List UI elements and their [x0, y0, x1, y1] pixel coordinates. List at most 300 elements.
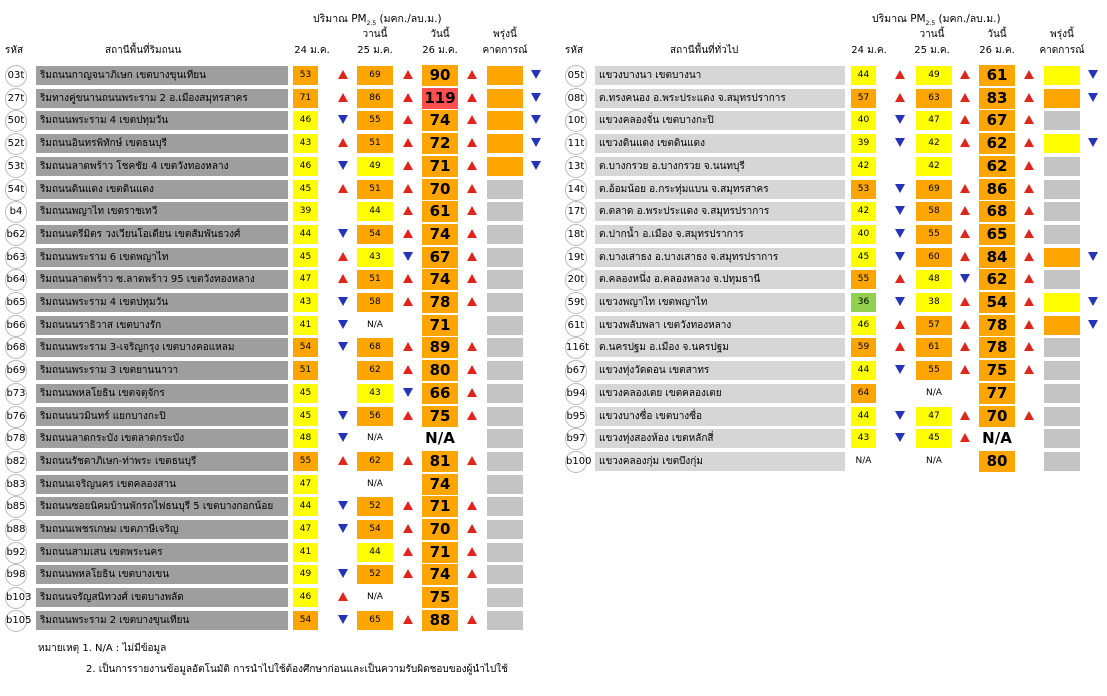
pm-value-24: 57 [851, 89, 876, 108]
table-row [560, 247, 1107, 268]
forecast-cell [1044, 111, 1080, 130]
station-name: ริมถนนพระราม 4 เขตปทุมวัน [36, 293, 288, 312]
forecast-cell [487, 66, 523, 85]
pm-value-24: 64 [851, 384, 876, 403]
pm-value-24: 45 [851, 248, 876, 267]
arrow-up-icon [1024, 320, 1034, 329]
station-code: b63 [5, 247, 27, 269]
table-row [0, 315, 548, 336]
forecast-cell [487, 384, 523, 403]
station-code: 13t [565, 156, 587, 178]
forecast-cell [487, 338, 523, 357]
station-name: ริมถนนพระราม 4 เขตปทุมวัน [36, 111, 288, 130]
table-row [560, 383, 1107, 404]
table-row [560, 156, 1107, 177]
pm-value-25: N/A [926, 387, 942, 398]
arrow-up-icon [467, 184, 477, 193]
pm-value-25: 51 [357, 180, 393, 199]
arrow-up-icon [960, 138, 970, 147]
station-code: b76 [5, 406, 27, 428]
arrow-down-icon [1088, 93, 1098, 102]
pm-value-24: 46 [293, 111, 318, 130]
arrow-up-icon [403, 342, 413, 351]
pm-value-24: 51 [293, 361, 318, 380]
forecast-cell [1044, 270, 1080, 289]
arrow-down-icon [895, 433, 905, 442]
pm-value-25: 57 [916, 316, 952, 335]
forecast-cell [1044, 157, 1080, 176]
forecast-cell [1044, 134, 1080, 153]
pm-value-today: 86 [979, 179, 1015, 200]
table-row [0, 247, 548, 268]
station-code: 03t [5, 65, 27, 87]
pm-value-24: 46 [851, 316, 876, 335]
station-code: b85 [5, 496, 27, 518]
note-line-2: 2. เป็นการรายงานข้อมูลอัตโนมัติ การนำไปใช้ต้องศึกษาก่อนและเป็นความรับผิดชอบของผู้นำไปใช้ [86, 664, 508, 675]
arrow-up-icon [403, 297, 413, 306]
pm-value-25: 60 [916, 248, 952, 267]
arrow-down-icon [403, 388, 413, 397]
station-name: ริมถนนนวมินทร์ แยกบางกะปิ [36, 407, 288, 426]
arrow-down-icon [338, 411, 348, 420]
arrow-down-icon [338, 501, 348, 510]
table-row [0, 474, 548, 495]
station-name: ต.คลองหนึ่ง อ.คลองหลวง จ.ปทุมธานี [595, 270, 845, 289]
arrow-up-icon [403, 524, 413, 533]
pm-value-25: 38 [916, 293, 952, 312]
arrow-up-icon [338, 274, 348, 283]
arrow-down-icon [1088, 138, 1098, 147]
arrow-up-icon [467, 297, 477, 306]
pm-value-today: 74 [422, 269, 458, 290]
header-day3: 26 ม.ค. [422, 45, 458, 56]
arrow-up-icon [960, 184, 970, 193]
pm-value-25: N/A [367, 433, 383, 444]
arrow-up-icon [895, 93, 905, 102]
forecast-cell [1044, 407, 1080, 426]
station-code: b95 [565, 406, 587, 428]
arrow-up-icon [338, 184, 348, 193]
station-name: ต.ทรงคนอง อ.พระประแดง จ.สมุทรปราการ [595, 89, 845, 108]
pm-value-25: 52 [357, 497, 393, 516]
arrow-up-icon [467, 569, 477, 578]
header-yesterday: วานนี้ [362, 29, 388, 40]
forecast-cell [487, 225, 523, 244]
pm-value-today: 70 [422, 519, 458, 540]
pm-value-today: 78 [422, 292, 458, 313]
arrow-up-icon [960, 229, 970, 238]
pm-value-25: 55 [357, 111, 393, 130]
pm-value-25: 49 [357, 157, 393, 176]
arrow-up-icon [1024, 161, 1034, 170]
pm-value-today: 83 [979, 88, 1015, 109]
table-row [0, 406, 548, 427]
pm-value-25: 45 [916, 429, 952, 448]
station-code: b98 [5, 564, 27, 586]
pm-value-24: 48 [293, 429, 318, 448]
station-name: ริมถนนพระราม 6 เขตพญาไท [36, 248, 288, 267]
table-row [0, 269, 548, 290]
pm-value-24: 41 [293, 316, 318, 335]
table-row [560, 88, 1107, 109]
arrow-down-icon [895, 184, 905, 193]
table-row [560, 292, 1107, 313]
pm-value-today: 90 [422, 65, 458, 86]
table-row [560, 133, 1107, 154]
pm-value-today: 61 [422, 201, 458, 222]
station-code: b78 [5, 428, 27, 450]
arrow-up-icon [1024, 115, 1034, 124]
header-tomorrow: พรุ่งนี้ [493, 29, 517, 40]
station-code: 18t [565, 224, 587, 246]
arrow-up-icon [403, 138, 413, 147]
forecast-cell [1044, 384, 1080, 403]
header-code: รหัส [565, 45, 584, 56]
station-name: แขวงทุ่งสองห้อง เขตหลักสี่ [595, 429, 845, 448]
station-code: 20t [565, 269, 587, 291]
pm-value-today: 71 [422, 156, 458, 177]
forecast-cell [1044, 293, 1080, 312]
arrow-up-icon [1024, 297, 1034, 306]
pm-value-25: 69 [916, 180, 952, 199]
arrow-down-icon [338, 342, 348, 351]
table-row [0, 110, 548, 131]
station-name: ต.นครปฐม อ.เมือง จ.นครปฐม [595, 338, 845, 357]
table-row [560, 315, 1107, 336]
pm-value-25: 63 [916, 89, 952, 108]
arrow-down-icon [403, 252, 413, 261]
arrow-up-icon [467, 524, 477, 533]
pm-value-25: 51 [357, 134, 393, 153]
forecast-cell [487, 293, 523, 312]
pm-value-24: 43 [293, 134, 318, 153]
pm-value-25: N/A [367, 478, 383, 489]
pm-value-today: 62 [979, 133, 1015, 154]
arrow-down-icon [338, 524, 348, 533]
table-row [560, 337, 1107, 358]
pm-value-24: 39 [851, 134, 876, 153]
forecast-cell [1044, 361, 1080, 380]
arrow-up-icon [467, 411, 477, 420]
arrow-down-icon [895, 138, 905, 147]
pm-value-today: 80 [422, 360, 458, 381]
station-code: 52t [5, 133, 27, 155]
pm-value-24: 59 [851, 338, 876, 357]
header-day2: 25 ม.ค. [357, 45, 393, 56]
station-name: แขวงดินแดง เขตดินแดง [595, 134, 845, 153]
pm-value-24: 44 [851, 361, 876, 380]
arrow-up-icon [467, 365, 477, 374]
arrow-up-icon [467, 501, 477, 510]
arrow-down-icon [338, 161, 348, 170]
pm-value-24: 44 [851, 407, 876, 426]
pm-value-24: 53 [851, 180, 876, 199]
table-row [0, 88, 548, 109]
station-code: 50t [5, 110, 27, 132]
pm-value-24: 43 [293, 293, 318, 312]
arrow-up-icon [1024, 365, 1034, 374]
forecast-cell [1044, 89, 1080, 108]
pm-value-24: 47 [293, 270, 318, 289]
pm-value-25: 58 [916, 202, 952, 221]
station-code: b68 [5, 337, 27, 359]
arrow-down-icon [338, 229, 348, 238]
forecast-cell [487, 429, 523, 448]
pm-title-left: ปริมาณ $PM_{2.5}$ (มคก./ลบ.ม.) [313, 13, 442, 28]
station-code: 10t [565, 110, 587, 132]
arrow-up-icon [895, 342, 905, 351]
pm-value-today: 74 [422, 224, 458, 245]
header-today: วันนี้ [430, 29, 450, 40]
arrow-up-icon [403, 501, 413, 510]
table-row [0, 337, 548, 358]
arrow-up-icon [467, 206, 477, 215]
station-name: ริมถนนพหลโยธิน เขตบางเขน [36, 565, 288, 584]
station-name: ริมถนนตรีมิตร วงเวียนโอเดียน เขตสัมพันธวงศ์ [36, 225, 288, 244]
table-row [560, 110, 1107, 131]
arrow-down-icon [895, 252, 905, 261]
arrow-up-icon [1024, 184, 1034, 193]
pm-value-25: 43 [357, 384, 393, 403]
arrow-down-icon [895, 297, 905, 306]
pm-value-24: 36 [851, 293, 876, 312]
station-code: 08t [565, 88, 587, 110]
table-row [560, 179, 1107, 200]
arrow-up-icon [403, 365, 413, 374]
pm-value-24: 43 [851, 429, 876, 448]
pm-value-25: N/A [367, 592, 383, 603]
station-code: b73 [5, 383, 27, 405]
arrow-up-icon [895, 320, 905, 329]
table-row [0, 360, 548, 381]
table-row [0, 224, 548, 245]
table-row [560, 360, 1107, 381]
arrow-down-icon [338, 297, 348, 306]
arrow-up-icon [338, 456, 348, 465]
station-code: b94 [565, 383, 587, 405]
pm-value-today: 74 [422, 110, 458, 131]
arrow-down-icon [531, 115, 541, 124]
table-row [0, 564, 548, 585]
arrow-up-icon [403, 547, 413, 556]
pm-value-25: 43 [357, 248, 393, 267]
table-row [0, 428, 548, 449]
table-row [0, 383, 548, 404]
arrow-up-icon [960, 320, 970, 329]
station-code: 116t [565, 337, 587, 359]
pm-value-24: 39 [293, 202, 318, 221]
table-row [0, 292, 548, 313]
pm-value-today: 62 [979, 156, 1015, 177]
pm-value-today: 78 [979, 337, 1015, 358]
header-day1: 24 ม.ค. [851, 45, 887, 56]
pm-value-25: 65 [357, 611, 393, 630]
header-forecast: คาดการณ์ [482, 45, 528, 56]
pm-value-today: 119 [422, 88, 458, 109]
pm-value-today: 67 [979, 110, 1015, 131]
arrow-up-icon [403, 70, 413, 79]
station-code: 61t [565, 315, 587, 337]
table-row [560, 406, 1107, 427]
forecast-cell [1044, 66, 1080, 85]
forecast-cell [1044, 452, 1080, 471]
forecast-cell [1044, 429, 1080, 448]
station-code: b103 [5, 587, 27, 609]
station-name: ริมถนนซอยนิคมบ้านพักรถไฟธนบุรี 5 เขตบางกอกน้อย [36, 497, 288, 516]
pm-value-24: 45 [293, 248, 318, 267]
station-code: 53t [5, 156, 27, 178]
arrow-up-icon [1024, 138, 1034, 147]
pm-value-25: 55 [916, 225, 952, 244]
station-name: ริมถนนพหลโยธิน เขตจตุจักร [36, 384, 288, 403]
pm-value-today: 70 [422, 179, 458, 200]
pm-value-today: 54 [979, 292, 1015, 313]
station-name: แขวงบางนา เขตบางนา [595, 66, 845, 85]
header-forecast: คาดการณ์ [1039, 45, 1085, 56]
arrow-up-icon [467, 615, 477, 624]
table-row [0, 65, 548, 86]
pm-value-24: 54 [293, 611, 318, 630]
station-name: ริมถนนรัชดาภิเษก-ท่าพระ เขตธนบุรี [36, 452, 288, 471]
station-name: แขวงคลองเตย เขตคลองเตย [595, 384, 845, 403]
pm-value-24: 44 [293, 225, 318, 244]
table-row [560, 269, 1107, 290]
pm-value-25: 42 [916, 157, 952, 176]
header-road-station: สถานีพื้นที่ริมถนน [105, 45, 182, 56]
station-name: ต.บางเสาธง อ.บางเสาธง จ.สมุทรปราการ [595, 248, 845, 267]
pm-value-24: 46 [293, 157, 318, 176]
table-row [0, 156, 548, 177]
arrow-up-icon [403, 569, 413, 578]
arrow-up-icon [403, 93, 413, 102]
arrow-up-icon [960, 297, 970, 306]
pm-value-24: 44 [851, 66, 876, 85]
table-row [0, 133, 548, 154]
arrow-up-icon [467, 456, 477, 465]
pm-value-24: 71 [293, 89, 318, 108]
arrow-up-icon [338, 93, 348, 102]
table-row [0, 542, 548, 563]
station-code: b92 [5, 542, 27, 564]
arrow-up-icon [960, 433, 970, 442]
station-name: ริมถนนจรัญสนิทวงศ์ เขตบางพลัด [36, 588, 288, 607]
pm-value-today: 84 [979, 247, 1015, 268]
forecast-cell [487, 270, 523, 289]
table-row [0, 610, 548, 631]
forecast-cell [487, 248, 523, 267]
arrow-down-icon [895, 365, 905, 374]
station-name: ริมถนนดินแดง เขตดินแดง [36, 180, 288, 199]
forecast-cell [487, 202, 523, 221]
pm-value-today: 81 [422, 451, 458, 472]
pm-value-24: N/A [855, 455, 872, 466]
forecast-cell [487, 157, 523, 176]
pm-value-24: 42 [851, 157, 876, 176]
pm-title-right: ปริมาณ $PM_{2.5}$ (มคก./ลบ.ม.) [872, 13, 1001, 28]
arrow-up-icon [960, 70, 970, 79]
arrow-up-icon [467, 342, 477, 351]
station-name: ต.ตลาด อ.พระประแดง จ.สมุทรปราการ [595, 202, 845, 221]
arrow-up-icon [338, 138, 348, 147]
forecast-cell [487, 452, 523, 471]
pm-value-today: 72 [422, 133, 458, 154]
forecast-cell [487, 134, 523, 153]
pm-value-24: 53 [293, 66, 318, 85]
forecast-cell [487, 89, 523, 108]
arrow-down-icon [531, 93, 541, 102]
station-name: ต.ปากน้ำ อ.เมือง จ.สมุทรปราการ [595, 225, 845, 244]
forecast-cell [1044, 180, 1080, 199]
arrow-up-icon [960, 206, 970, 215]
arrow-up-icon [1024, 252, 1034, 261]
station-name: ริมถนนนราธิวาส เขตบางรัก [36, 316, 288, 335]
station-name: ริมถนนลาดกระบัง เขตลาดกระบัง [36, 429, 288, 448]
pm-value-today: 75 [422, 406, 458, 427]
pm-value-25: 42 [916, 134, 952, 153]
pm-value-25: 54 [357, 520, 393, 539]
pm-value-25: 55 [916, 361, 952, 380]
arrow-up-icon [403, 411, 413, 420]
forecast-cell [487, 497, 523, 516]
pm-value-24: 40 [851, 225, 876, 244]
station-code: b97 [565, 428, 587, 450]
station-code: b105 [5, 610, 27, 632]
arrow-up-icon [1024, 342, 1034, 351]
pm-value-today: 77 [979, 383, 1015, 404]
arrow-up-icon [960, 411, 970, 420]
station-name: ริมถนนอินทรพิทักษ์ เขตธนบุรี [36, 134, 288, 153]
pm-value-today: 71 [422, 315, 458, 336]
station-name: แขวงทุ่งวัดดอน เขตสาทร [595, 361, 845, 380]
station-code: 27t [5, 88, 27, 110]
arrow-up-icon [960, 252, 970, 261]
arrow-up-icon [467, 115, 477, 124]
pm-value-25: 52 [357, 565, 393, 584]
header-day1: 24 ม.ค. [294, 45, 330, 56]
pm-value-25: 48 [916, 270, 952, 289]
arrow-up-icon [467, 229, 477, 238]
arrow-up-icon [895, 70, 905, 79]
pm-value-today: 78 [979, 315, 1015, 336]
forecast-cell [487, 180, 523, 199]
header-day2: 25 ม.ค. [914, 45, 950, 56]
forecast-cell [1044, 316, 1080, 335]
pm-value-today: 89 [422, 337, 458, 358]
station-name: ริมถนนพระราม 3-เจริญกรุง เขตบางคอแหลม [36, 338, 288, 357]
pm-value-25: 44 [357, 543, 393, 562]
table-row [560, 224, 1107, 245]
table-row [560, 201, 1107, 222]
pm-value-25: 62 [357, 452, 393, 471]
table-row [0, 587, 548, 608]
pm-value-24: 46 [293, 588, 318, 607]
header-code: รหัส [5, 45, 24, 56]
pm-value-24: 49 [293, 565, 318, 584]
arrow-up-icon [403, 456, 413, 465]
forecast-cell [487, 361, 523, 380]
table-row [560, 65, 1107, 86]
station-code: 59t [565, 292, 587, 314]
table-row [0, 519, 548, 540]
arrow-up-icon [1024, 229, 1034, 238]
arrow-up-icon [960, 365, 970, 374]
pm-value-today: 65 [979, 224, 1015, 245]
pm-value-25: 69 [357, 66, 393, 85]
forecast-cell [487, 611, 523, 630]
station-code: 54t [5, 179, 27, 201]
station-code: 19t [565, 247, 587, 269]
pm-value-24: 55 [293, 452, 318, 471]
